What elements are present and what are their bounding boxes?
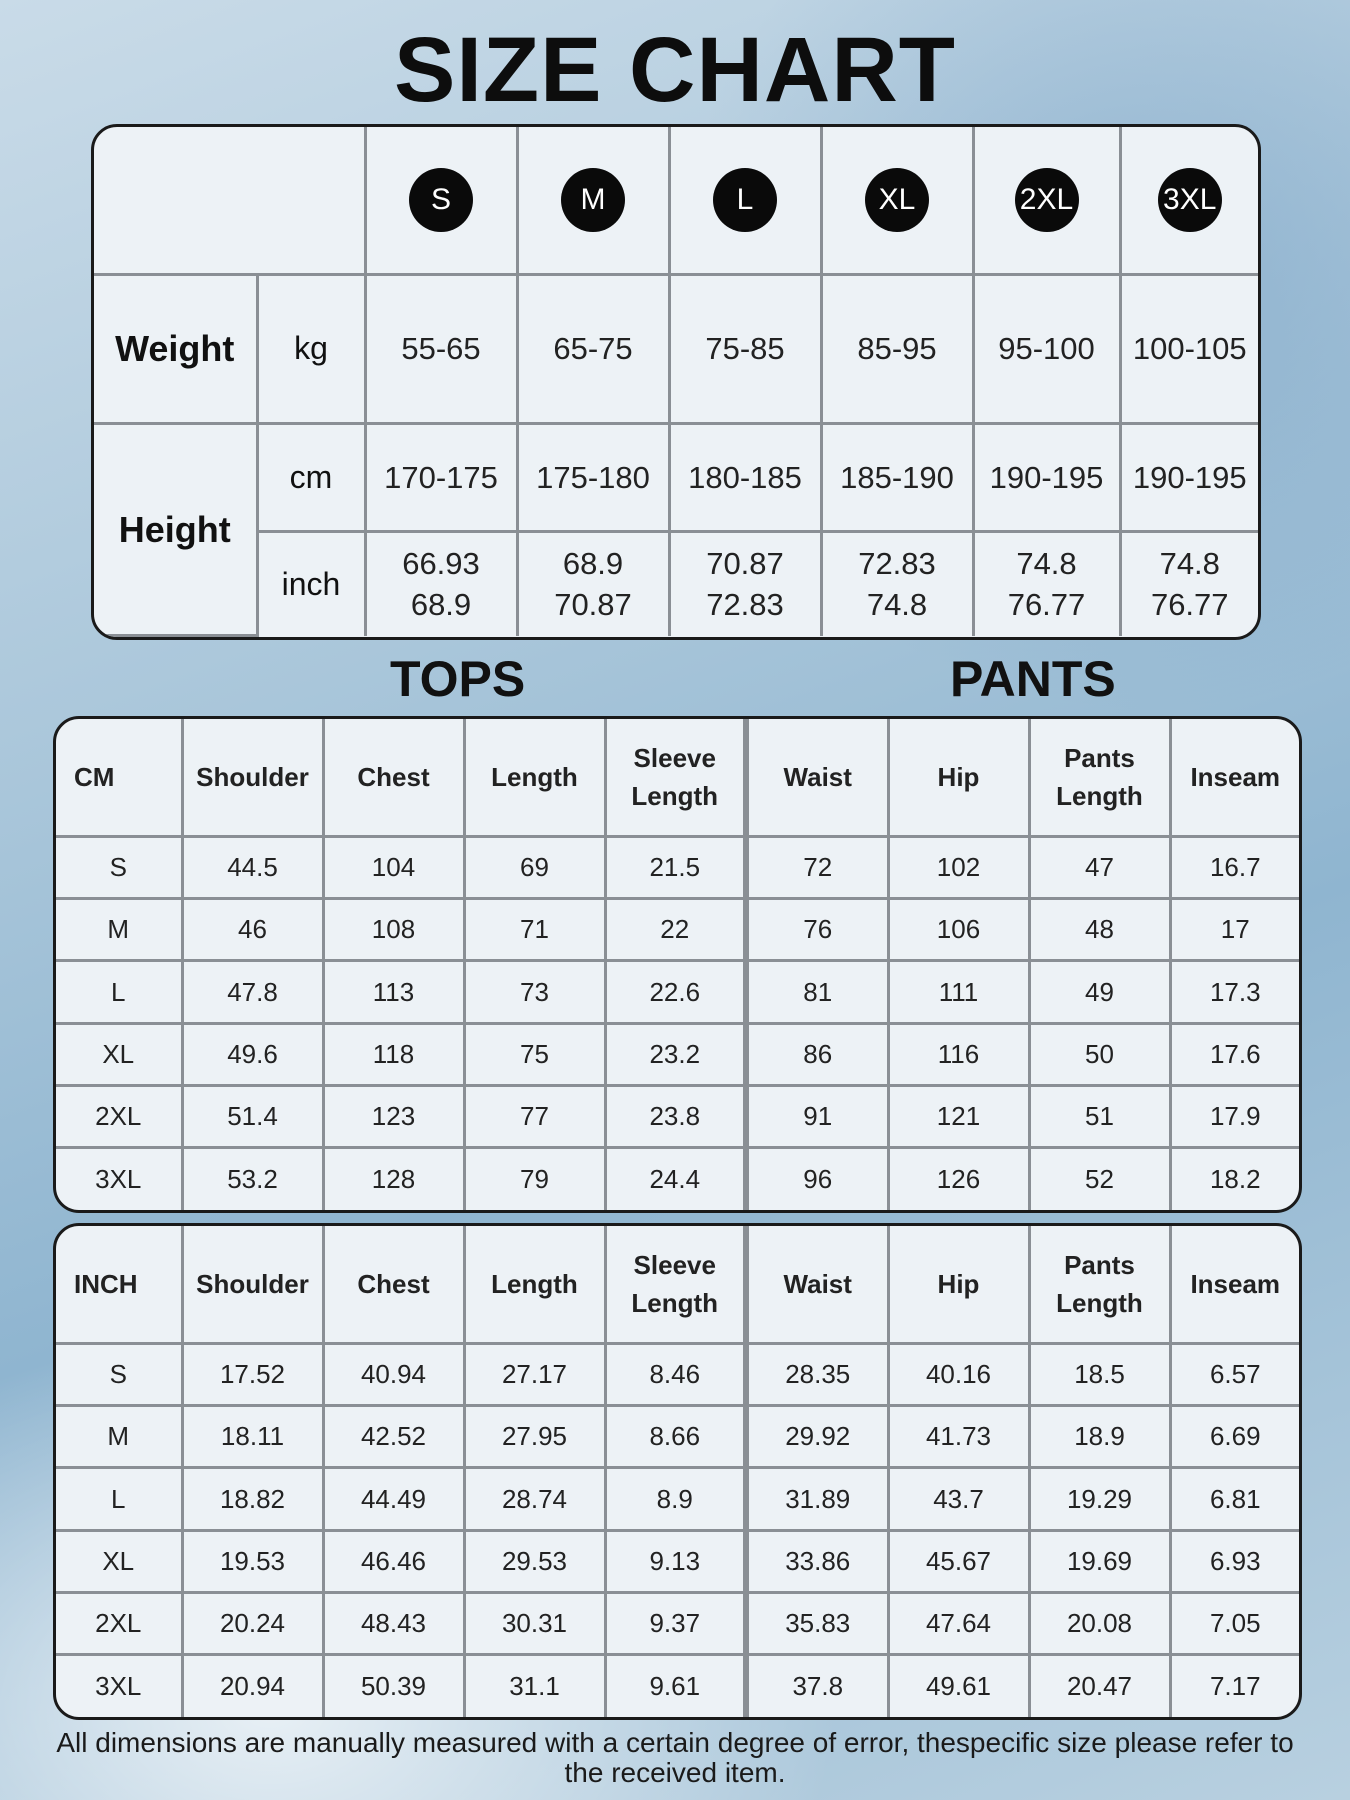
table-cell: 23.8 [605, 1085, 746, 1147]
column-header: Shoulder [182, 719, 323, 836]
unit-corner-label: CM [56, 719, 182, 836]
table-cell: 102 [888, 836, 1029, 898]
row-size-label: 2XL [56, 1085, 182, 1147]
table-cell: 71 [464, 899, 605, 961]
height-inch-from: 74.8 [1016, 546, 1077, 582]
height-inch-to: 72.83 [706, 587, 784, 623]
table-cell: 40.94 [323, 1343, 464, 1405]
table-cell: 51 [1029, 1085, 1170, 1147]
table-cell: 8.46 [605, 1343, 746, 1405]
table-cell: 76 [746, 899, 888, 961]
table-cell: 30.31 [464, 1592, 605, 1654]
row-size-label: S [56, 836, 182, 898]
column-header: Chest [323, 719, 464, 836]
table-cell: 17.52 [182, 1343, 323, 1405]
column-header: Hip [888, 1226, 1029, 1343]
height-cm-value: 190-195 [973, 424, 1120, 532]
table-cell: 20.08 [1029, 1592, 1170, 1654]
size-badge: XL [865, 168, 929, 232]
row-size-label: S [56, 1343, 182, 1405]
column-header: Sleeve Length [605, 1226, 746, 1343]
height-cm-value: 180-185 [669, 424, 821, 532]
table-cell: 51.4 [182, 1085, 323, 1147]
height-inch-from: 70.87 [706, 546, 784, 582]
table-cell: 86 [746, 1023, 888, 1085]
size-badge: 2XL [1015, 168, 1079, 232]
table-cell: 53.2 [182, 1148, 323, 1210]
table-cell: 123 [323, 1085, 464, 1147]
weight-value: 65-75 [517, 274, 669, 423]
table-cell: 17.6 [1170, 1023, 1299, 1085]
table-cell: 49.6 [182, 1023, 323, 1085]
column-header: Length [464, 1226, 605, 1343]
column-header: Waist [746, 719, 888, 836]
weight-label: Weight [94, 274, 257, 423]
row-size-label: XL [56, 1530, 182, 1592]
table-row [56, 836, 1299, 898]
table-cell: 111 [888, 961, 1029, 1023]
size-cell [821, 127, 973, 274]
row-size-label: M [56, 899, 182, 961]
table-cell: 28.35 [746, 1343, 888, 1405]
table-cell: 6.93 [1170, 1530, 1299, 1592]
column-header: Pants Length [1029, 719, 1170, 836]
table-cell: 37.8 [746, 1655, 888, 1717]
row-size-label: L [56, 961, 182, 1023]
table-cell: 91 [746, 1085, 888, 1147]
table-cell: 49.61 [888, 1655, 1029, 1717]
table-cell: 24.4 [605, 1148, 746, 1210]
cm-measurement-table [53, 716, 1302, 1213]
height-inch-from: 66.93 [402, 546, 480, 582]
height-cm-value: 185-190 [821, 424, 973, 532]
table-cell: 8.66 [605, 1406, 746, 1468]
table-cell: 50.39 [323, 1655, 464, 1717]
table-cell: 106 [888, 899, 1029, 961]
table-cell: 116 [888, 1023, 1029, 1085]
table-cell: 48.43 [323, 1592, 464, 1654]
table-cell: 9.37 [605, 1592, 746, 1654]
table-row [56, 961, 1299, 1023]
inch-measurement-table [53, 1223, 1302, 1720]
table-cell: 49 [1029, 961, 1170, 1023]
table-cell: 31.89 [746, 1468, 888, 1530]
table-cell: 27.95 [464, 1406, 605, 1468]
row-size-label: XL [56, 1023, 182, 1085]
weight-row [94, 274, 1258, 423]
table-cell: 27.17 [464, 1343, 605, 1405]
table-cell: 118 [323, 1023, 464, 1085]
table-cell: 47.8 [182, 961, 323, 1023]
table-cell: 6.81 [1170, 1468, 1299, 1530]
height-label: Height [94, 424, 257, 636]
height-cm-value: 190-195 [1120, 424, 1258, 532]
height-inch-to: 68.9 [410, 587, 472, 623]
column-header: Hip [888, 719, 1029, 836]
table-cell: 18.11 [182, 1406, 323, 1468]
column-header: Waist [746, 1226, 888, 1343]
table-cell: 7.17 [1170, 1655, 1299, 1717]
height-cm-value: 175-180 [517, 424, 669, 532]
page-title: SIZE CHART [394, 19, 956, 121]
table-cell: 6.69 [1170, 1406, 1299, 1468]
table-cell: 128 [323, 1148, 464, 1210]
size-cell [517, 127, 669, 274]
size-badge: L [713, 168, 777, 232]
table-cell: 46.46 [323, 1530, 464, 1592]
table-cell: 31.1 [464, 1655, 605, 1717]
table-cell: 9.13 [605, 1530, 746, 1592]
size-badge: S [409, 168, 473, 232]
weight-unit: kg [257, 274, 365, 423]
table-row [56, 1468, 1299, 1530]
table-cell: 121 [888, 1085, 1029, 1147]
table-cell: 47 [1029, 836, 1170, 898]
height-inch-from: 72.83 [858, 546, 936, 582]
header-row [56, 719, 1299, 836]
table-cell: 29.92 [746, 1406, 888, 1468]
height-inch-to: 70.87 [554, 587, 632, 623]
table-cell: 18.82 [182, 1468, 323, 1530]
weight-value: 75-85 [669, 274, 821, 423]
table-cell: 20.47 [1029, 1655, 1170, 1717]
table-row [56, 899, 1299, 961]
weight-value: 95-100 [973, 274, 1120, 423]
table-cell: 75 [464, 1023, 605, 1085]
table-cell: 81 [746, 961, 888, 1023]
table-cell: 16.7 [1170, 836, 1299, 898]
size-cell [669, 127, 821, 274]
table-cell: 17.3 [1170, 961, 1299, 1023]
height-cm-row [94, 424, 1258, 532]
height-inch-from: 74.8 [1159, 546, 1220, 582]
table-cell: 8.9 [605, 1468, 746, 1530]
table-row [56, 1592, 1299, 1654]
height-cm-value: 170-175 [365, 424, 517, 532]
table-cell: 48 [1029, 899, 1170, 961]
weight-value: 100-105 [1120, 274, 1258, 423]
table-row [56, 1406, 1299, 1468]
table-cell: 126 [888, 1148, 1029, 1210]
table-cell: 19.53 [182, 1530, 323, 1592]
size-cell [1120, 127, 1258, 274]
table-cell: 20.24 [182, 1592, 323, 1654]
table-cell: 29.53 [464, 1530, 605, 1592]
table-cell: 79 [464, 1148, 605, 1210]
table-row [56, 1023, 1299, 1085]
height-inch-value [365, 532, 517, 636]
column-header: Length [464, 719, 605, 836]
table-cell: 72 [746, 836, 888, 898]
table-cell: 52 [1029, 1148, 1170, 1210]
pants-heading: PANTS [950, 651, 1116, 707]
row-size-label: 3XL [56, 1655, 182, 1717]
table-cell: 44.49 [323, 1468, 464, 1530]
table-cell: 18.2 [1170, 1148, 1299, 1210]
height-inch-to: 76.77 [1150, 587, 1229, 623]
table-cell: 73 [464, 961, 605, 1023]
height-inch-to: 74.8 [866, 587, 928, 623]
table-cell: 104 [323, 836, 464, 898]
column-header: Inseam [1170, 1226, 1299, 1343]
size-header-row [94, 127, 1258, 274]
size-cell [973, 127, 1120, 274]
table-cell: 17 [1170, 899, 1299, 961]
table-row [56, 1085, 1299, 1147]
row-size-label: 3XL [56, 1148, 182, 1210]
unit-corner-label: INCH [56, 1226, 182, 1343]
table-cell: 18.9 [1029, 1406, 1170, 1468]
table-cell: 20.94 [182, 1655, 323, 1717]
size-badge: 3XL [1158, 168, 1222, 232]
weight-value: 85-95 [821, 274, 973, 423]
table-cell: 35.83 [746, 1592, 888, 1654]
table-cell: 44.5 [182, 836, 323, 898]
table-cell: 77 [464, 1085, 605, 1147]
table-cell: 28.74 [464, 1468, 605, 1530]
table-cell: 40.16 [888, 1343, 1029, 1405]
height-cm-unit: cm [257, 424, 365, 532]
row-size-label: M [56, 1406, 182, 1468]
table-cell: 19.29 [1029, 1468, 1170, 1530]
header-row [56, 1226, 1299, 1343]
weight-value: 55-65 [365, 274, 517, 423]
column-header: Chest [323, 1226, 464, 1343]
height-inch-unit: inch [257, 532, 365, 636]
table-row [56, 1655, 1299, 1717]
table-cell: 21.5 [605, 836, 746, 898]
blank-corner-cell [94, 127, 365, 274]
table-cell: 17.9 [1170, 1085, 1299, 1147]
table-cell: 108 [323, 899, 464, 961]
column-header: Sleeve Length [605, 719, 746, 836]
column-header: Shoulder [182, 1226, 323, 1343]
height-inch-to: 76.77 [1007, 587, 1086, 623]
table-row [56, 1148, 1299, 1210]
table-cell: 19.69 [1029, 1530, 1170, 1592]
body-size-table [91, 124, 1261, 640]
table-cell: 23.2 [605, 1023, 746, 1085]
table-cell: 7.05 [1170, 1592, 1299, 1654]
size-badge: M [561, 168, 625, 232]
row-size-label: L [56, 1468, 182, 1530]
table-row [56, 1530, 1299, 1592]
table-cell: 50 [1029, 1023, 1170, 1085]
table-cell: 18.5 [1029, 1343, 1170, 1405]
height-inch-row [94, 532, 1258, 636]
size-cell [365, 127, 517, 274]
table-cell: 42.52 [323, 1406, 464, 1468]
column-header: Pants Length [1029, 1226, 1170, 1343]
table-cell: 9.61 [605, 1655, 746, 1717]
height-inch-value [669, 532, 821, 636]
table-cell: 47.64 [888, 1592, 1029, 1654]
table-cell: 69 [464, 836, 605, 898]
height-inch-value [1120, 532, 1258, 636]
height-inch-value [821, 532, 973, 636]
row-size-label: 2XL [56, 1592, 182, 1654]
table-cell: 22 [605, 899, 746, 961]
table-row [56, 1343, 1299, 1405]
table-cell: 6.57 [1170, 1343, 1299, 1405]
footnote: All dimensions are manually measured with a certain degree of error, thespecific size please refer to the received item. [56, 1727, 1294, 1788]
table-cell: 46 [182, 899, 323, 961]
height-inch-from: 68.9 [562, 546, 624, 582]
table-cell: 33.86 [746, 1530, 888, 1592]
table-cell: 113 [323, 961, 464, 1023]
table-cell: 45.67 [888, 1530, 1029, 1592]
table-cell: 96 [746, 1148, 888, 1210]
table-cell: 22.6 [605, 961, 746, 1023]
height-inch-value [973, 532, 1120, 636]
height-inch-value [517, 532, 669, 636]
table-cell: 41.73 [888, 1406, 1029, 1468]
column-header: Inseam [1170, 719, 1299, 836]
table-cell: 43.7 [888, 1468, 1029, 1530]
tops-heading: TOPS [390, 651, 526, 707]
